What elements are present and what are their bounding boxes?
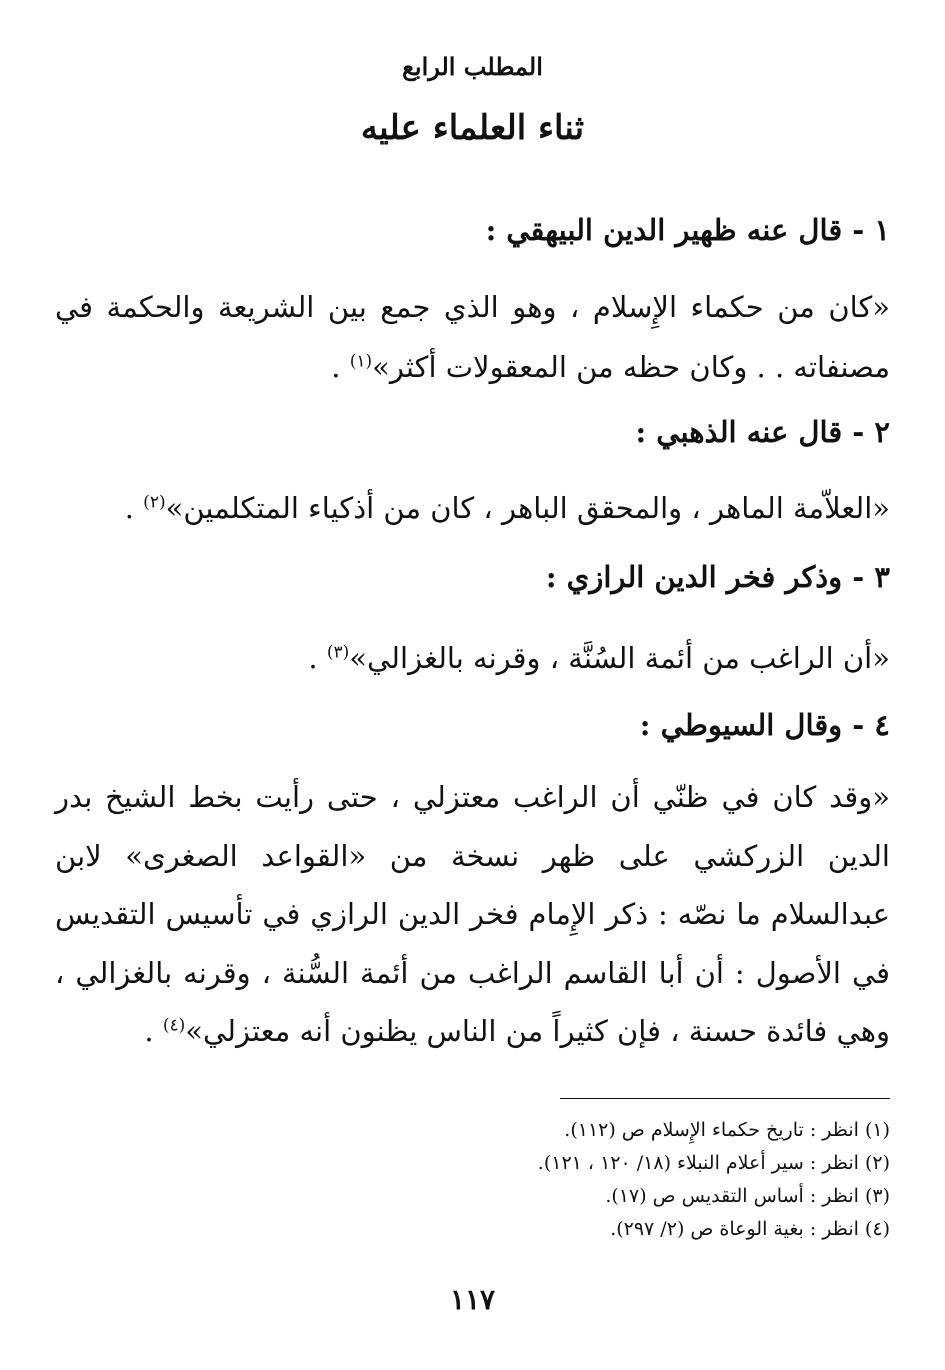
page-title: ثناء العلماء عليه — [360, 108, 585, 148]
quote-text-1: «كان من حكماء الإِسلام ، وهو الذي جمع بين الشريعة والحكمة في مصنفاته . . وكان حظه من المعقولات أكثر» — [55, 290, 890, 384]
footnotes — [55, 1114, 890, 1246]
quote-text-4: «وقد كان في ظنّي أن الراغب معتزلي ، حتى رأيت بخط الشيخ بدر الدين الزركشي على ظهر نسخة من «القواعد الصغرى» لابن عبدالسلام ما نصّه : ذكر الإِمام فخر الدين الرازي في تأسيس التقديس في الأصول : أن أبا القاسم الراغب من أئمة السُّنة ، وقرنه بالغزالي ، وهي فائدة حسنة ، فإن كثيراً من الناس يظنون أنه معتزلي» — [55, 780, 890, 1048]
item-heading-1: ١ - قال عنه ظهير الدين البيهقي : — [485, 213, 890, 247]
item-quote-1 — [55, 277, 890, 397]
item-quote-2 — [55, 478, 890, 538]
item-quote-3 — [55, 628, 890, 688]
footnote-ref-3[interactable]: (٣) — [326, 642, 350, 663]
quote-tail-4: . — [144, 1014, 163, 1048]
quote-text-3: «أن الراغب من أئمة السُنَّة ، وقرنه بالغزالي» — [349, 641, 890, 675]
item-heading-2: ٢ - قال عنه الذهبي : — [635, 415, 890, 449]
item-heading-3: ٣ - وذكر فخر الدين الرازي : — [545, 560, 890, 594]
footnote-ref-4[interactable]: (٤) — [162, 1015, 186, 1036]
footnote-ref-1[interactable]: (١) — [349, 351, 373, 372]
footnote-divider — [560, 1098, 890, 1099]
footnote-4: (٤) انظر : بغية الوعاة ص (٢/ ٢٩٧). — [610, 1218, 890, 1240]
item-heading-4: ٤ - وقال السيوطي : — [639, 708, 890, 742]
section-label: المطلب الرابع — [402, 52, 543, 81]
quote-tail-1: . — [331, 350, 350, 384]
quote-tail-3: . — [308, 641, 327, 675]
quote-text-2: «العلاّمة الماهر ، والمحقق الباهر ، كان من أذكياء المتكلمين» — [165, 491, 890, 525]
footnote-3: (٣) انظر : أساس التقديس ص (١٧). — [605, 1185, 890, 1207]
footnote-2: (٢) انظر : سير أعلام النبلاء (١٨/ ١٢٠ ، ١٢١). — [537, 1152, 890, 1174]
footnote-1: (١) انظر : تاريخ حكماء الإِسلام ص (١١٢). — [564, 1119, 890, 1141]
footnote-ref-2[interactable]: (٢) — [143, 492, 166, 513]
quote-tail-2: . — [124, 491, 144, 525]
item-quote-4 — [55, 768, 890, 1061]
page-number: ١١٧ — [449, 1283, 496, 1316]
